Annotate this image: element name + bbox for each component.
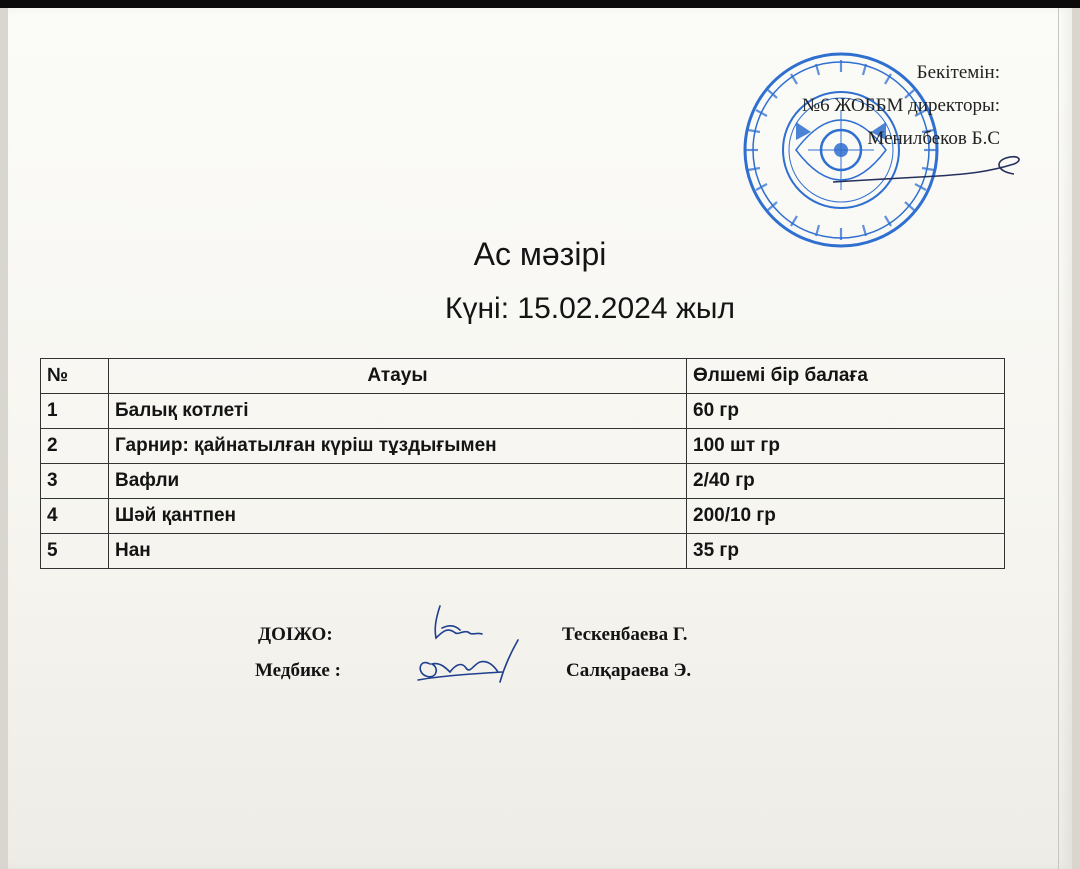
signer-name-2: Салқараева Э. — [566, 660, 692, 681]
row-portion: 100 шт гр — [687, 429, 1005, 464]
table-row — [41, 429, 1005, 464]
header-number: № — [41, 359, 109, 394]
row-number: 2 — [41, 429, 109, 464]
table-row — [41, 499, 1005, 534]
row-dish: Шәй қантпен — [109, 499, 687, 534]
approval-title: Бекітемін: — [916, 62, 1000, 83]
approval-position: №6 ЖОББМ директоры: — [802, 95, 1000, 116]
header-portion: Өлшемі бір балаға — [687, 359, 1005, 394]
menu-table — [40, 358, 1005, 569]
signer-role-1: ДОІЖО: — [258, 624, 333, 645]
table-row — [41, 394, 1005, 429]
row-number: 4 — [41, 499, 109, 534]
signer-name-1: Тескенбаева Г. — [562, 624, 688, 645]
date-line: Күні: 15.02.2024 жыл — [445, 292, 735, 325]
handwritten-signatures — [410, 598, 530, 703]
row-number: 3 — [41, 464, 109, 499]
row-number: 1 — [41, 394, 109, 429]
row-portion: 35 гр — [687, 534, 1005, 569]
approval-block — [802, 56, 1000, 155]
row-number: 5 — [41, 534, 109, 569]
row-dish: Вафли — [109, 464, 687, 499]
approval-name: Менилбеков Б.С — [867, 128, 1000, 149]
table-header-row — [41, 359, 1005, 394]
row-portion: 2/40 гр — [687, 464, 1005, 499]
table-row — [41, 534, 1005, 569]
header-name: Атауы — [109, 359, 687, 394]
director-signature — [828, 150, 1028, 190]
row-portion: 60 гр — [687, 394, 1005, 429]
signer-role-2: Медбике : — [255, 660, 341, 681]
row-portion: 200/10 гр — [687, 499, 1005, 534]
page-title: Ас мәзірі — [473, 236, 607, 272]
page-edge — [1058, 8, 1059, 869]
row-dish: Гарнир: қайнатылған күріш тұздығымен — [109, 429, 687, 464]
top-edge — [0, 0, 1080, 8]
row-dish: Нан — [109, 534, 687, 569]
row-dish: Балық котлеті — [109, 394, 687, 429]
table-row — [41, 464, 1005, 499]
